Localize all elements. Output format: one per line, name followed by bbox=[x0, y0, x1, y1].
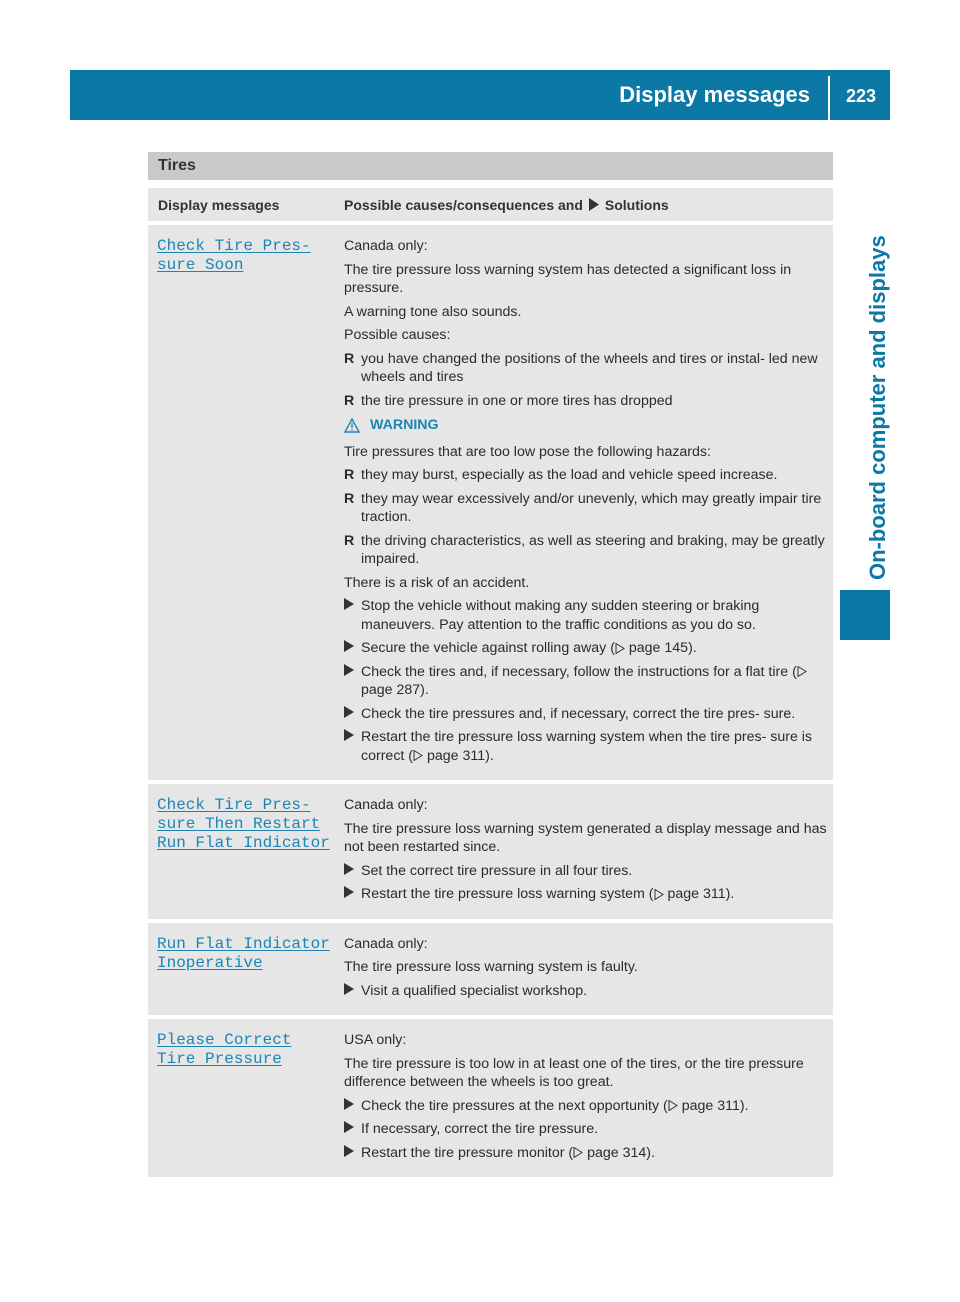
action-step: Restart the tire pressure monitor ( page 314). bbox=[344, 1144, 827, 1163]
play-triangle-icon bbox=[588, 198, 600, 211]
page-ref-triangle-icon bbox=[615, 643, 625, 654]
play-triangle-icon bbox=[344, 863, 354, 875]
display-message: Check Tire Pres‐ sure Then Restart Run Flat Indicator bbox=[157, 796, 330, 852]
bullet-icon: R bbox=[344, 490, 355, 507]
play-triangle-icon bbox=[344, 1098, 354, 1110]
paragraph: The tire pressure loss warning system is faulty. bbox=[344, 959, 638, 975]
section-title: Tires bbox=[148, 152, 833, 180]
page-ref-triangle-icon bbox=[413, 750, 423, 761]
bullet-icon: R bbox=[344, 532, 355, 549]
action-step: Set the correct tire pressure in all four tires. bbox=[344, 862, 827, 881]
page-ref-triangle-icon bbox=[797, 666, 807, 677]
display-message: Check Tire Pres‐ sure Soon bbox=[157, 237, 311, 274]
page-ref-triangle-icon bbox=[668, 1100, 678, 1111]
column-headers bbox=[148, 188, 833, 221]
list-item: R you have changed the positions of the wheels and tires or instal‐ led new wheels and tires bbox=[344, 350, 818, 385]
paragraph: Canada only: bbox=[344, 935, 428, 952]
page-ref-link[interactable]: page 311). bbox=[681, 1097, 749, 1114]
paragraph: Canada only: bbox=[344, 238, 428, 254]
display-message: Run Flat Indicator Inoperative bbox=[157, 934, 330, 972]
page-ref-link[interactable]: page 311). bbox=[426, 747, 494, 764]
page-ref-link[interactable]: page 314). bbox=[587, 1144, 655, 1161]
list-item: R the tire pressure in one or more tires has dropped bbox=[344, 392, 673, 409]
paragraph: USA only: bbox=[344, 1032, 407, 1048]
paragraph: The tire pressure loss warning system generated a display message and has not been restarted since. bbox=[344, 820, 827, 855]
action-step: If necessary, correct the tire pressure. bbox=[344, 1120, 827, 1139]
bullet-icon: R bbox=[344, 392, 355, 409]
column-header-solutions-text: Solutions bbox=[604, 196, 669, 213]
action-step: Check the tire pressures and, if necessary, correct the tire pres‐ sure. bbox=[344, 705, 827, 724]
bullet-icon: R bbox=[344, 350, 355, 367]
page-header bbox=[70, 70, 890, 120]
table-row bbox=[148, 784, 833, 919]
play-triangle-icon bbox=[344, 1145, 354, 1157]
page-ref-link[interactable]: page 311). bbox=[667, 886, 735, 902]
paragraph: A warning tone also sounds. bbox=[344, 303, 522, 320]
warning-triangle-icon bbox=[344, 418, 360, 433]
play-triangle-icon bbox=[344, 729, 354, 741]
action-step: Restart the tire pressure loss warning system ( page 311). bbox=[344, 885, 827, 904]
play-triangle-icon bbox=[344, 598, 354, 610]
list-item: R they may burst, especially as the load and vehicle speed increase. bbox=[344, 467, 778, 483]
list-item: R they may wear excessively and/or unevenly, which may greatly impair tire traction. bbox=[344, 490, 822, 525]
display-message: Please Correct Tire Pressure bbox=[157, 1031, 292, 1068]
table-row bbox=[148, 923, 833, 1016]
column-header-causes-text: Possible causes/consequences and bbox=[344, 196, 583, 213]
paragraph: Canada only: bbox=[344, 797, 428, 813]
warning-heading bbox=[344, 416, 827, 435]
column-header-causes bbox=[344, 197, 833, 213]
play-triangle-icon bbox=[344, 664, 354, 676]
play-triangle-icon bbox=[344, 640, 354, 652]
paragraph: The tire pressure loss warning system has detected a significant loss in pressure. bbox=[344, 261, 792, 296]
header-title: Display messages bbox=[619, 82, 810, 107]
page-ref-link[interactable]: page 287). bbox=[361, 682, 429, 698]
action-step: Check the tires and, if necessary, follow the instructions for a flat tire ( page 287). bbox=[344, 663, 827, 700]
list-item: R the driving characteristics, as well as steering and braking, may be greatly impaired. bbox=[344, 532, 825, 567]
paragraph: Possible causes: bbox=[344, 327, 451, 343]
action-step: Restart the tire pressure loss warning system when the tire pres‐ sure is correct ( page 311). bbox=[344, 728, 827, 765]
action-step: Stop the vehicle without making any sudden steering or braking maneuvers. Pay attention to the traffic conditions as you do so. bbox=[344, 597, 827, 634]
table-row bbox=[148, 225, 833, 780]
page-ref-triangle-icon bbox=[654, 889, 664, 900]
play-triangle-icon bbox=[344, 706, 354, 718]
play-triangle-icon bbox=[344, 983, 354, 995]
page-ref-link[interactable]: page 145). bbox=[628, 640, 697, 656]
side-tab-block bbox=[840, 590, 890, 640]
action-step: Visit a qualified specialist workshop. bbox=[344, 982, 827, 1001]
play-triangle-icon bbox=[344, 886, 354, 898]
paragraph: Tire pressures that are too low pose the following hazards: bbox=[344, 443, 711, 460]
action-step: Secure the vehicle against rolling away ( page 145). bbox=[344, 639, 827, 658]
paragraph: The tire pressure is too low in at least one of the tires, or the tire pressure difference between the wheels is too great. bbox=[344, 1055, 804, 1090]
table-row bbox=[148, 1019, 833, 1177]
page-number: 223 bbox=[845, 86, 877, 106]
tires-table bbox=[148, 152, 833, 1177]
warning-label: WARNING bbox=[370, 417, 439, 433]
page-ref-triangle-icon bbox=[573, 1147, 583, 1158]
column-header-messages: Display messages bbox=[158, 196, 280, 213]
bullet-icon: R bbox=[344, 467, 355, 483]
play-triangle-icon bbox=[344, 1121, 354, 1133]
side-tab-label: On-board computer and displays bbox=[865, 235, 890, 580]
action-step: Check the tire pressures at the next opportunity ( page 311). bbox=[344, 1097, 827, 1116]
header-divider bbox=[828, 76, 830, 120]
paragraph: There is a risk of an accident. bbox=[344, 574, 530, 591]
